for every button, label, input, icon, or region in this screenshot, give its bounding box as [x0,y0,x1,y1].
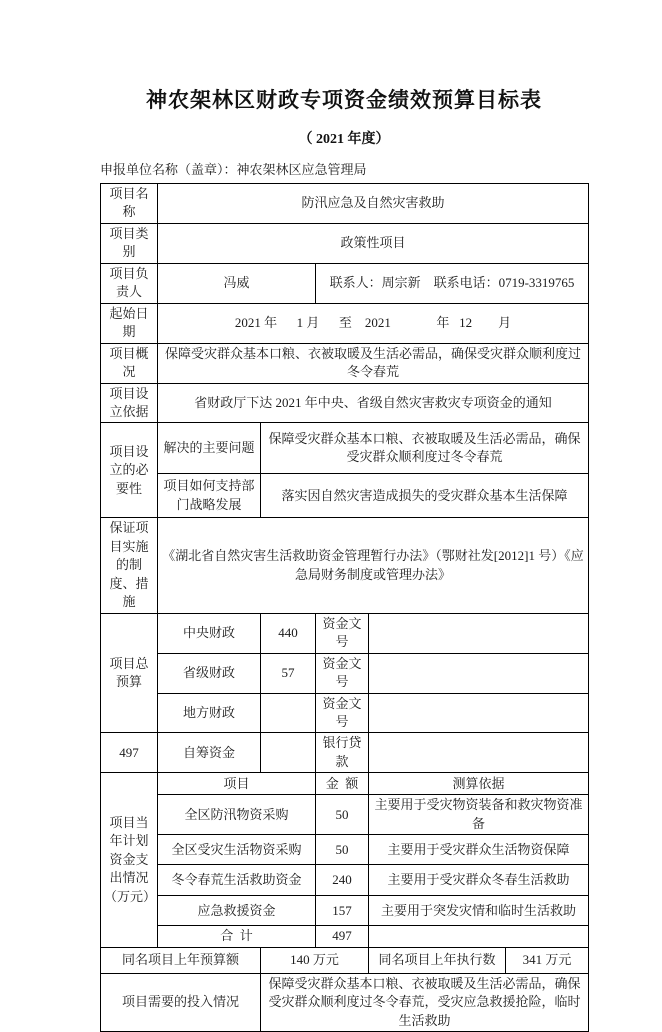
start-date-label: 起始日期 [101,303,158,343]
budget-amount: 57 [261,653,316,693]
start-date-value: 2021 年 1 月 至 2021 年 12 月 [158,303,589,343]
budget-amount [261,693,316,733]
project-name-label: 项目名称 [101,184,158,224]
necessity-value: 落实因自然灾害造成损失的受灾群众基本生活保障 [261,474,589,518]
page-subtitle: （ 2021 年度） [298,132,390,147]
budget-source: 中央财政 [158,613,261,653]
overview-value: 保障受灾群众基本口粮、衣被取暖及生活必需品，确保受灾群众顺利度过冬令春荒 [158,343,589,383]
applicant-label: 申报单位名称（盖章）： [100,162,237,177]
spending-item: 全区受灾生活物资采购 [158,835,316,865]
spending-basis: 主要用于受灾群众生活物资保障 [369,835,589,865]
basis-label: 项目设立依据 [101,383,158,423]
basis-value: 省财政厅下达 2021 年中央、省级自然灾害救灾专项资金的通知 [158,383,589,423]
budget-amount [261,733,316,773]
budget-doc-label: 银行贷款 [316,733,369,773]
project-type-value: 政策性项目 [158,223,589,263]
necessity-sub-label: 项目如何支持部门战略发展 [158,474,261,518]
budget-amount: 440 [261,613,316,653]
spending-item: 应急救援资金 [158,896,316,926]
page-title: 神农架林区财政专项资金绩效预算目标表 [146,88,542,112]
budget-source: 省级财政 [158,653,261,693]
budget-total: 497 [101,733,158,773]
last-year-exec-value: 341 万元 [506,947,589,973]
spending-label: 项目当年计划资金支出情况（万元） [101,773,158,947]
investment-value: 保障受灾群众基本口粮、衣被取暖及生活必需品，确保受灾群众顺利度过冬令春荒，受灾应急救援抢险，临时生活救助 [261,973,589,1031]
last-year-budget-value: 140 万元 [261,947,369,973]
project-leader-contact: 联系人：周宗新 联系电话：0719-3319765 [316,263,589,303]
budget-doc-label: 资金文号 [316,653,369,693]
last-year-budget-label: 同名项目上年预算额 [101,947,261,973]
spending-amount: 50 [316,835,369,865]
budget-target-table [100,183,589,1032]
spending-item: 全区防汛物资采购 [158,795,316,835]
budget-label: 项目总预算 [101,613,158,733]
overview-label: 项目概况 [101,343,158,383]
project-leader-label: 项目负责人 [101,263,158,303]
applicant-value: 神农架林区应急管理局 [236,162,367,177]
spending-basis: 主要用于突发灾情和临时生活救助 [369,896,589,926]
investment-label: 项目需要的投入情况 [101,973,261,1031]
spending-basis: 主要用于受灾群众冬春生活救助 [369,865,589,896]
necessity-label: 项目设立的必要性 [101,423,158,518]
budget-source: 自筹资金 [158,733,261,773]
system-label: 保证项目实施的制度、措施 [101,518,158,613]
project-name-value: 防汛应急及自然灾害救助 [158,184,589,224]
budget-doc-value [369,693,589,733]
project-leader-name: 冯威 [158,263,316,303]
budget-doc-value [369,613,589,653]
spending-header-item: 项目 [158,773,316,795]
system-value: 《湖北省自然灾害生活救助资金管理暂行办法》（鄂财社发[2012]1 号）《应急局财务制度或管理办法》 [158,518,589,613]
budget-source: 地方财政 [158,693,261,733]
applicant-line [100,159,588,178]
spending-basis: 主要用于受灾物资装备和救灾物资准备 [369,795,589,835]
spending-amount: 240 [316,865,369,896]
project-type-label: 项目类别 [101,223,158,263]
spending-total-basis [369,926,589,947]
spending-total-label: 合 计 [158,926,316,947]
budget-doc-label: 资金文号 [316,613,369,653]
budget-doc-label: 资金文号 [316,693,369,733]
spending-header-basis: 测算依据 [369,773,589,795]
last-year-exec-label: 同名项目上年执行数 [369,947,506,973]
spending-total-amount: 497 [316,926,369,947]
spending-header-amount: 金 额 [316,773,369,795]
budget-doc-value [369,733,589,773]
necessity-value: 保障受灾群众基本口粮、衣被取暖及生活必需品，确保受灾群众顺利度过冬令春荒 [261,423,589,474]
spending-item: 冬令春荒生活救助资金 [158,865,316,896]
budget-doc-value [369,653,589,693]
necessity-sub-label: 解决的主要问题 [158,423,261,474]
spending-amount: 50 [316,795,369,835]
spending-amount: 157 [316,896,369,926]
